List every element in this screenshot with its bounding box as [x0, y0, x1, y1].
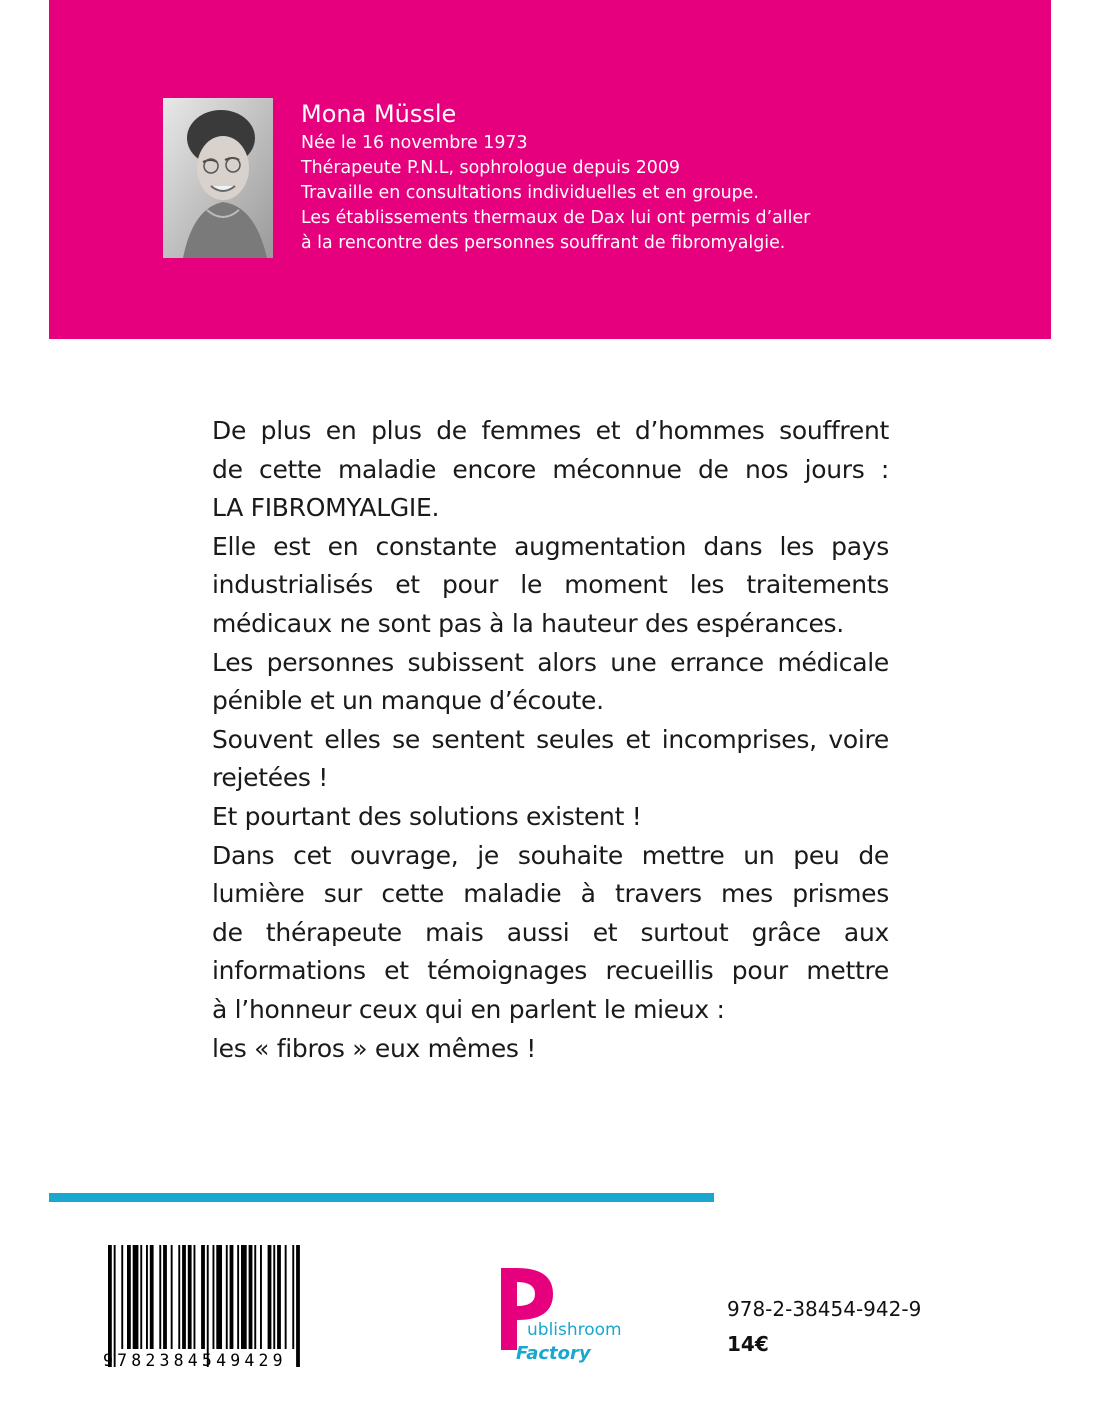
- blurb-line: industrialisés et pour le moment les traitements: [212, 570, 889, 600]
- barcode-bar: [146, 1245, 148, 1349]
- barcode-bar: [241, 1245, 247, 1349]
- barcode-bar: [121, 1245, 123, 1349]
- author-name: Mona Müssle: [301, 100, 457, 128]
- blurb-line: à l’honneur ceux qui en parlent le mieux :: [212, 994, 725, 1024]
- blurb-line: lumière sur cette maladie à travers mes prismes: [212, 879, 889, 909]
- barcode-bar: [230, 1245, 234, 1349]
- author-dax-cont: à la rencontre des personnes souffrant de fibromyalgie.: [301, 233, 786, 253]
- blurb-line: pénible et un manque d’écoute.: [212, 686, 604, 716]
- barcode-bar: [237, 1245, 239, 1349]
- blurb-line: LA FIBROMYALGIE.: [212, 493, 440, 523]
- barcode-bar: [140, 1245, 142, 1349]
- barcode-bar: [194, 1245, 196, 1349]
- blurb-line: Souvent elles se sentent seules et incomprises, voire: [212, 724, 889, 754]
- barcode-bar: [273, 1245, 275, 1349]
- barcode-bar: [127, 1245, 131, 1349]
- blurb-line: Les personnes subissent alors une errance médicale: [212, 647, 889, 677]
- barcode-bar: [226, 1245, 228, 1349]
- barcode-bar: [207, 1245, 209, 1367]
- barcode-bar: [150, 1245, 154, 1349]
- blurb-line: médicaux ne sont pas à la hauteur des espérances.: [212, 608, 844, 638]
- blurb-line: rejetées !: [212, 763, 328, 793]
- barcode-bar: [268, 1245, 272, 1349]
- barcode-bar: [114, 1245, 116, 1367]
- blurb-line: informations et témoignages recueillis pour mettre: [212, 956, 889, 986]
- author-dax: Les établissements thermaux de Dax lui ont permis d’aller: [301, 208, 811, 228]
- barcode-bar: [159, 1245, 161, 1349]
- barcode-bar: [171, 1245, 173, 1349]
- publisher-sub: Factory: [516, 1343, 591, 1364]
- barcode-bar: [182, 1245, 186, 1349]
- back-cover-blurb: [212, 412, 889, 1068]
- barcode-bar: [178, 1245, 180, 1349]
- barcode-bar: [285, 1245, 287, 1349]
- barcode-bar: [254, 1245, 256, 1349]
- blurb-line: les « fibros » eux mêmes !: [212, 1033, 537, 1063]
- barcode-bar: [216, 1245, 222, 1349]
- cyan-divider: [49, 1193, 714, 1202]
- barcode-bar: [163, 1245, 167, 1349]
- barcode-bar: [249, 1245, 253, 1349]
- author-profession: Thérapeute P.N.L, sophrologue depuis 2009: [301, 158, 680, 178]
- blurb-line: De plus en plus de femmes et d’hommes souffrent: [212, 416, 889, 445]
- author-bio: [301, 97, 1021, 256]
- price: 14€: [727, 1332, 769, 1356]
- author-photo: [163, 98, 273, 258]
- author-birth: Née le 16 novembre 1973: [301, 133, 528, 153]
- barcode-bar: [201, 1245, 205, 1349]
- blurb-line: Et pourtant des solutions existent !: [212, 801, 642, 831]
- author-work: Travaille en consultations individuelles et en groupe.: [301, 183, 759, 203]
- blurb-line: de thérapeute mais aussi et surtout grâce aux: [212, 917, 889, 947]
- barcode-bar: [292, 1245, 294, 1349]
- isbn-number: 978-2-38454-942-9: [727, 1297, 922, 1321]
- blurb-line: de cette maladie encore méconnue de nos jours :: [212, 454, 889, 484]
- barcode-bar: [108, 1245, 112, 1367]
- barcode-bar: [213, 1245, 215, 1349]
- barcode-bar: [188, 1245, 192, 1349]
- barcode-bar: [260, 1245, 262, 1349]
- barcode-bar: [277, 1245, 281, 1349]
- blurb-line: Dans cet ouvrage, je souhaite mettre un peu de: [212, 840, 889, 870]
- blurb-line: Elle est en constante augmentation dans les pays: [212, 531, 889, 561]
- barcode-bar: [133, 1245, 139, 1349]
- barcode-bar: [296, 1245, 300, 1367]
- publisher-name: ublishroom: [527, 1320, 622, 1340]
- barcode-digits: 9782384549429: [103, 1351, 287, 1370]
